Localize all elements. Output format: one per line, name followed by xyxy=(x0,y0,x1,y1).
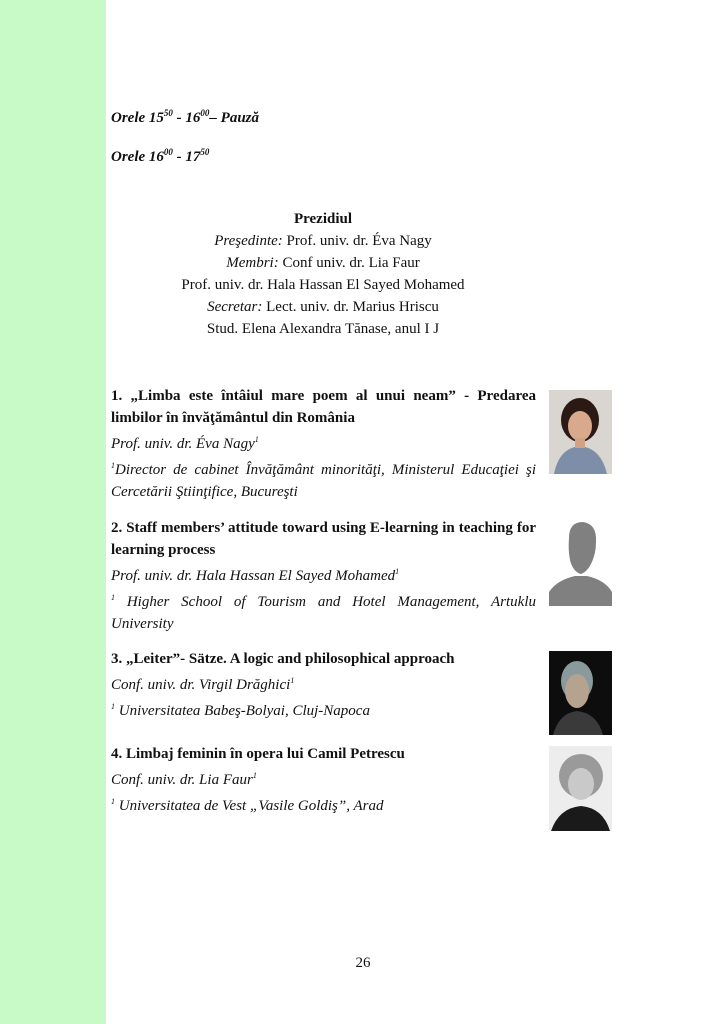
secretary-line: Secretar: Lect. univ. dr. Marius Hriscu xyxy=(207,299,439,315)
member-line-2: Prof. univ. dr. Hala Hassan El Sayed Mohamed xyxy=(181,277,465,293)
talk-affiliation: $^1$ Universitatea Babeş-Bolyai, Cluj-Napoca xyxy=(111,702,370,719)
members-line: Membri: Conf univ. dr. Lia Faur xyxy=(226,255,420,271)
talk-title: 1. „Limba este întâiul mare poem al unui neam” - Predarea limbilor în învăţământul din România xyxy=(111,388,536,426)
speaker-photo-3 xyxy=(549,651,612,735)
talk-author: Conf. univ. dr. Lia Faur$^1$ xyxy=(111,771,257,788)
talk-affiliation: $^1$Director de cabinet Învăţământ minorităţi, Ministerul Educaţiei şi Cercetării Ştiinţifice, Bucureşti xyxy=(111,461,536,500)
talk-affiliation: $^1$ Higher School of Tourism and Hotel Management, Artuklu University xyxy=(111,593,536,632)
talk-title: 4. Limbaj feminin în opera lui Camil Petrescu xyxy=(111,746,405,762)
break-time-line: Orele $15^{50} - 16^{00}-$ Pauză xyxy=(111,108,259,126)
secretary-line-2: Stud. Elena Alexandra Tănase, anul I J xyxy=(206,321,440,337)
talk-item-3 xyxy=(111,648,536,722)
talk-author: Prof. univ. dr. Hala Hassan El Sayed Mohamed$^1$ xyxy=(111,567,400,584)
session-time-line: Orele $16^{00} - 17^{50}$ xyxy=(111,147,210,165)
talk-title: 3. „Leiter”- Sätze. A logic and philosophical approach xyxy=(111,651,455,667)
speaker-photo-placeholder-2 xyxy=(549,520,612,606)
talk-author: Prof. univ. dr. Éva Nagy$^1$ xyxy=(111,435,259,452)
page-number: 26 xyxy=(355,955,371,971)
speaker-photo-1 xyxy=(549,390,612,474)
talk-title: 2. Staff members’ attitude toward using E-learning in teaching for learning process xyxy=(111,520,536,558)
talk-author: Conf. univ. dr. Virgil Drăghici$^1$ xyxy=(111,676,295,693)
talk-item-2 xyxy=(111,517,536,635)
talk-affiliation: $^1$ Universitatea de Vest „Vasile Goldiş”, Arad xyxy=(111,797,384,814)
presidium-heading: Prezidiul xyxy=(293,211,353,227)
talk-item-1 xyxy=(111,385,536,503)
left-margin-bar xyxy=(0,0,106,1024)
speaker-photo-4 xyxy=(549,746,612,831)
president-line: Preşedinte: Prof. univ. dr. Éva Nagy xyxy=(214,233,432,249)
talk-item-4 xyxy=(111,743,536,817)
presidium-block xyxy=(111,208,535,340)
